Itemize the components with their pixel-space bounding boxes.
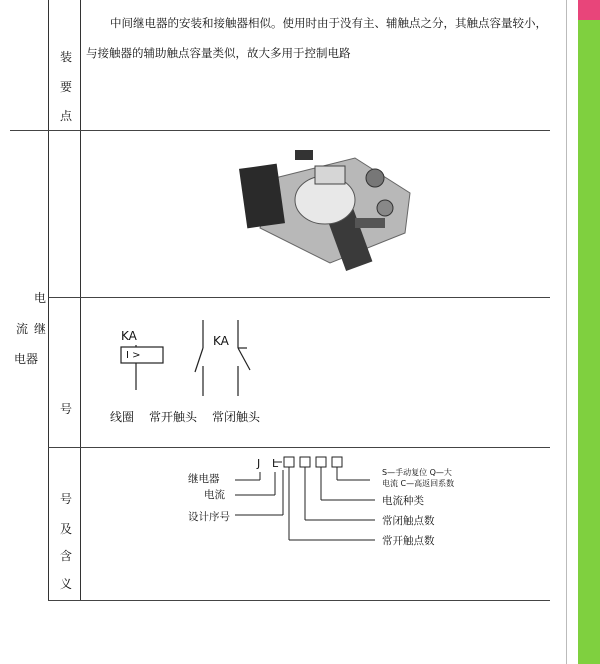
row-divider-2 (48, 297, 550, 298)
row1-label-char-2: 要 (60, 80, 73, 94)
model-note-2: 电流 C—高返回系数 (382, 479, 455, 488)
model-label-nc-count: 常闭触点数 (382, 515, 435, 527)
model-char-l: L (272, 457, 279, 470)
left-label-char-4: 电器 (14, 352, 39, 366)
model-label-current-type: 电流种类 (382, 495, 424, 507)
left-label-char-2: 流 (16, 322, 29, 336)
coil-mark: I > (126, 350, 141, 361)
row-divider-1 (10, 130, 550, 131)
model-label-design: 设计序号 (188, 511, 230, 523)
model-note-1: S—手动复位 Q—大 (382, 468, 452, 477)
row1-label-char-3: 点 (60, 109, 73, 123)
ka-label-contacts: KA (213, 334, 229, 348)
row4-label-char-4: 义 (60, 577, 73, 591)
model-label-relay: 继电器 (188, 473, 220, 485)
row4-label-char-2: 及 (60, 522, 73, 536)
intro-text-line2: 与接触器的辅助触点容量类似，故大多用于控制电路 (86, 46, 351, 60)
relay-photo (235, 138, 415, 278)
side-green-bar (578, 0, 600, 664)
row-divider-4 (48, 600, 550, 601)
ka-label-coil: KA (121, 329, 137, 343)
row1-label-char-1: 装 (60, 50, 73, 64)
right-edge-line (566, 0, 567, 664)
col-divider-2 (80, 0, 81, 600)
row3-label-char-1: 号 (60, 402, 73, 416)
row4-label-char-1: 号 (60, 492, 73, 506)
model-char-j: J (257, 457, 261, 470)
row4-label-char-3: 含 (60, 549, 73, 563)
caption-nc: 常闭触头 (212, 410, 261, 424)
row-divider-3 (48, 447, 550, 448)
side-pink-tab (578, 0, 600, 20)
caption-coil: 线圈 (110, 410, 135, 424)
col-divider-1 (48, 0, 49, 600)
caption-no: 常开触头 (149, 410, 198, 424)
intro-text-line1: 中间继电器的安装和接触器相似。使用时由于没有主、辅触点之分，其触点容量较小， (110, 16, 547, 30)
model-label-no-count: 常开触点数 (382, 535, 435, 547)
left-label-char-1: 电 (34, 291, 47, 305)
model-label-current: 电流 (204, 489, 225, 501)
left-label-char-3: 继 (34, 322, 47, 336)
